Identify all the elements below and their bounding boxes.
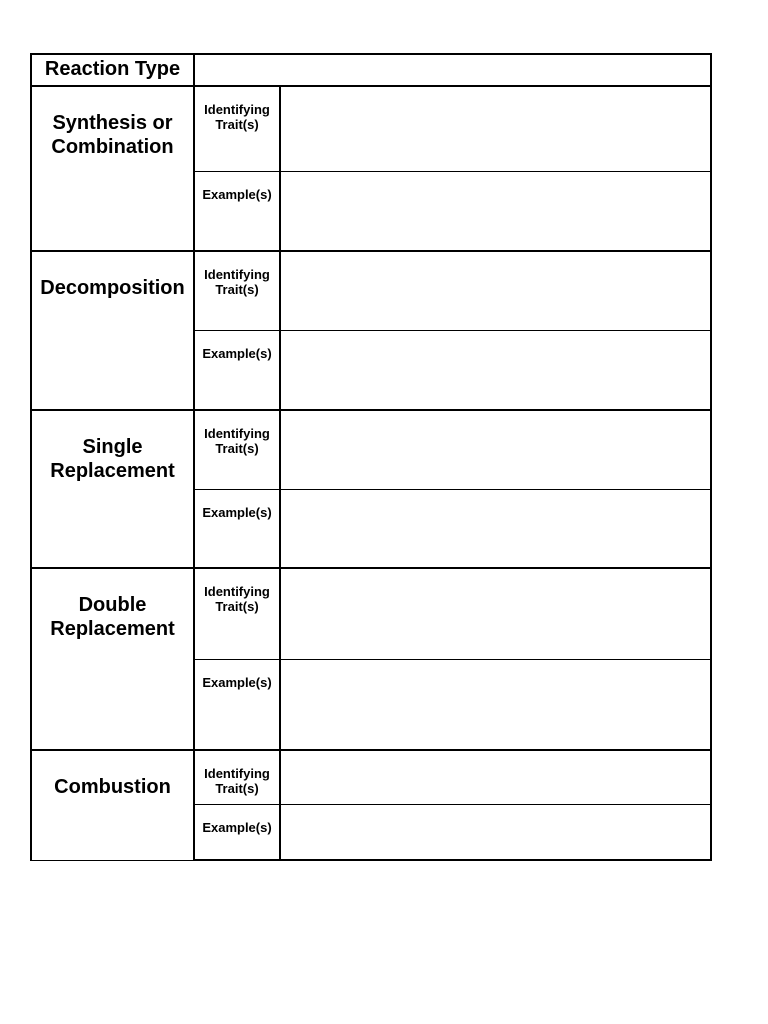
examples-label: Example(s) (202, 504, 272, 520)
section-decomposition-name-line1: Decomposition (40, 277, 185, 299)
example-label-cell (194, 171, 280, 251)
section-combustion-name-cell (31, 750, 194, 860)
example-label-cell (194, 804, 280, 860)
section-single-replacement-name-cell (31, 410, 194, 568)
identifying-traits-label (195, 751, 279, 796)
header-reaction-type-cell (31, 54, 194, 86)
identifying-label-cell (194, 86, 280, 171)
section-synthesis-name (32, 87, 193, 159)
identifying-label-cell (194, 251, 280, 330)
example-label-cell (194, 330, 280, 410)
reaction-types-table (30, 53, 712, 861)
identifying-label-cell (194, 750, 280, 804)
section-single-replacement-name-line2: Replacement (50, 460, 175, 482)
section-combustion-name-line1: Combustion (54, 776, 171, 798)
section-decomposition-identifying-row (31, 251, 711, 330)
examples-label: Example(s) (202, 819, 272, 835)
section-single-replacement-identifying-row (31, 410, 711, 489)
section-decomposition-name (32, 252, 193, 300)
combustion-identifying-answer-field[interactable] (280, 750, 711, 804)
section-single-replacement-name-line1: Single (82, 436, 143, 458)
identifying-label-line1: Identifying (204, 267, 270, 282)
header-row (31, 54, 711, 86)
identifying-label-line2: Trait(s) (215, 441, 259, 456)
identifying-traits-label (195, 569, 279, 614)
section-synthesis-name-cell (31, 86, 194, 251)
examples-label: Example(s) (202, 186, 272, 202)
identifying-traits-label (195, 87, 279, 132)
identifying-label-line2: Trait(s) (215, 599, 259, 614)
decomposition-example-answer-field[interactable] (280, 330, 711, 410)
identifying-label-cell (194, 568, 280, 659)
single-replacement-identifying-answer-field[interactable] (280, 410, 711, 489)
synthesis-identifying-answer-field[interactable] (280, 86, 711, 171)
identifying-label-line2: Trait(s) (215, 282, 259, 297)
identifying-label-line1: Identifying (204, 766, 270, 781)
section-decomposition-name-cell (31, 251, 194, 410)
section-double-replacement-identifying-row (31, 568, 711, 659)
combustion-example-answer-field[interactable] (280, 804, 711, 860)
single-replacement-example-answer-field[interactable] (280, 489, 711, 568)
header-blank-cell (194, 54, 711, 86)
identifying-traits-label (195, 411, 279, 456)
section-combustion-name (32, 751, 193, 799)
double-replacement-example-answer-field[interactable] (280, 659, 711, 750)
identifying-label-cell (194, 410, 280, 489)
double-replacement-identifying-answer-field[interactable] (280, 568, 711, 659)
examples-label: Example(s) (202, 345, 272, 361)
identifying-label-line2: Trait(s) (215, 781, 259, 796)
section-synthesis-name-line2: Combination (51, 136, 174, 158)
section-double-replacement-name-line1: Double (78, 594, 147, 616)
section-synthesis-identifying-row (31, 86, 711, 171)
section-synthesis-name-line1: Synthesis or (52, 112, 173, 134)
decomposition-identifying-answer-field[interactable] (280, 251, 711, 330)
identifying-traits-label (195, 252, 279, 297)
section-double-replacement-name-cell (31, 568, 194, 750)
example-label-cell (194, 659, 280, 750)
identifying-label-line1: Identifying (204, 426, 270, 441)
section-single-replacement-name (32, 411, 193, 483)
synthesis-example-answer-field[interactable] (280, 171, 711, 251)
examples-label: Example(s) (202, 674, 272, 690)
example-label-cell (194, 489, 280, 568)
identifying-label-line2: Trait(s) (215, 117, 259, 132)
identifying-label-line1: Identifying (204, 584, 270, 599)
section-double-replacement-name-line2: Replacement (50, 618, 175, 640)
reaction-type-heading: Reaction Type (44, 58, 181, 80)
identifying-label-line1: Identifying (204, 102, 270, 117)
section-double-replacement-name (32, 569, 193, 641)
section-combustion-identifying-row (31, 750, 711, 804)
